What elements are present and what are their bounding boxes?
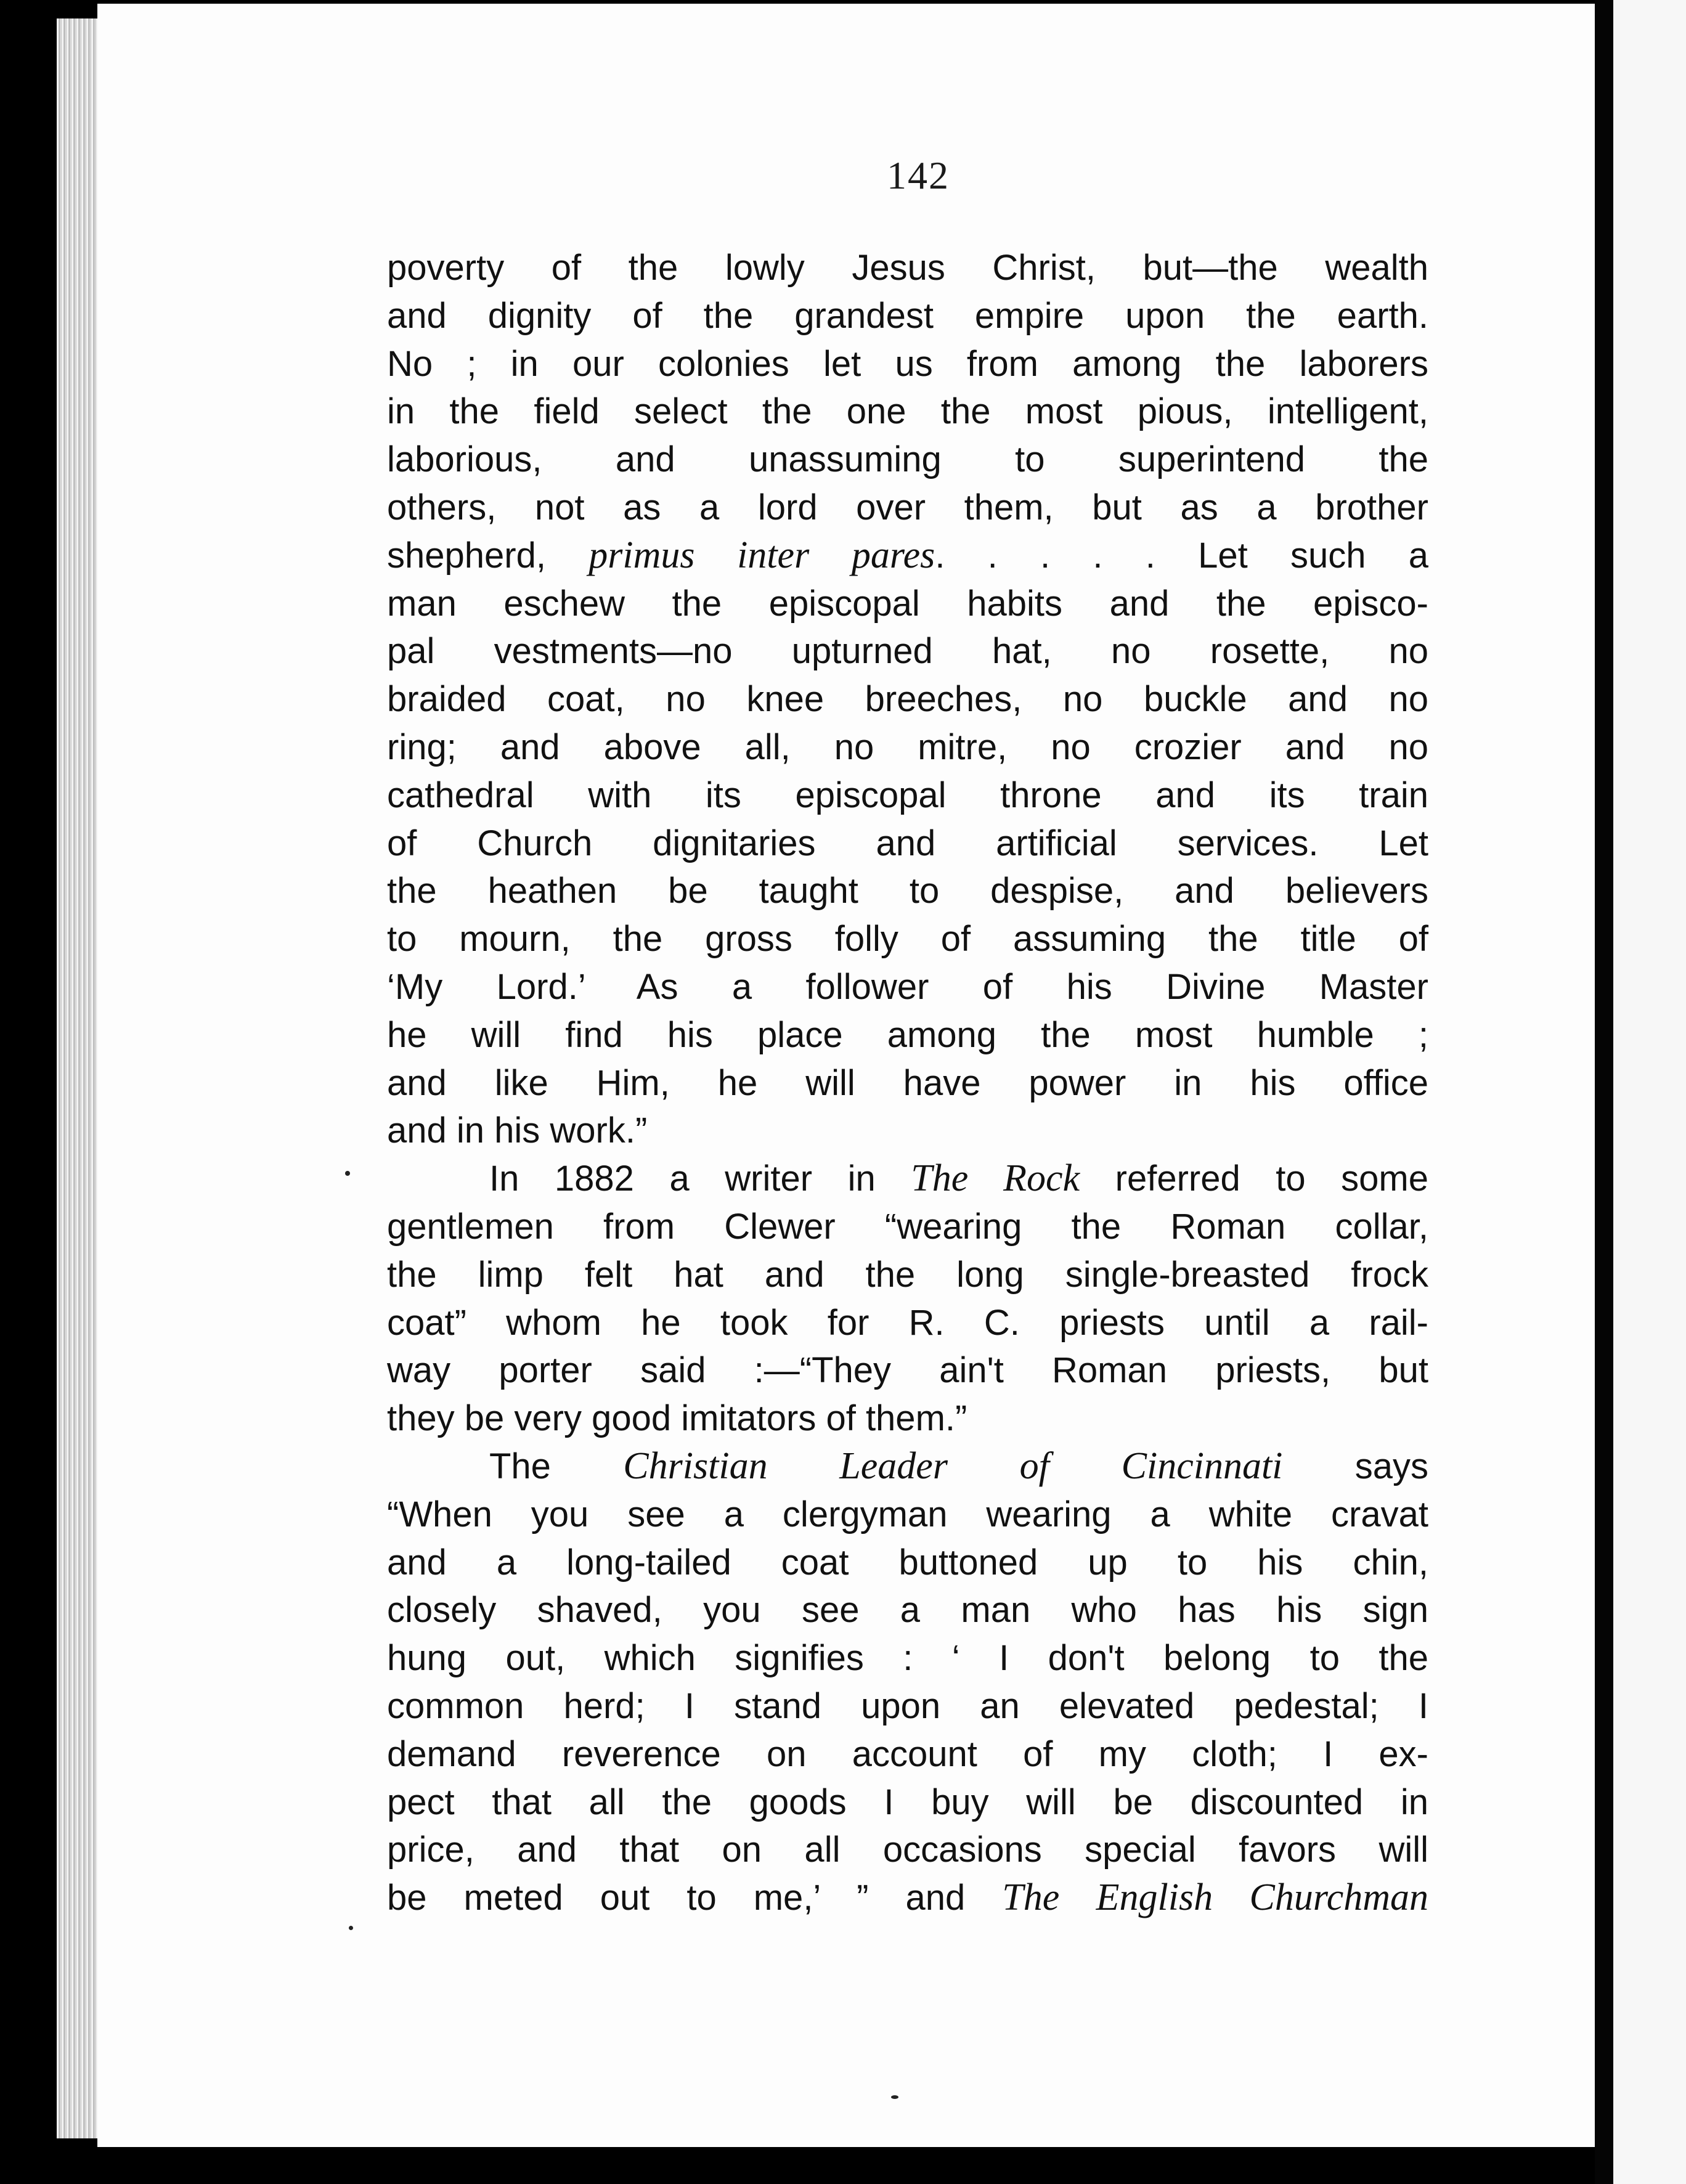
text-segment: and a long-tailed coat buttoned up to his chin, [387,1542,1428,1583]
text-segment: coat” whom he took for R. C. priests until a rail- [387,1302,1428,1343]
text-segment: The [489,1446,624,1486]
page-edges [57,18,97,2138]
text-segment: poverty of the lowly Jesus Christ, but—the wealth [387,248,1428,288]
text-segment: referred to some [1080,1159,1428,1199]
text-line [387,580,1428,628]
text-line [387,1539,1428,1587]
text-line [387,1874,1428,1922]
text-line [387,772,1428,820]
text-segment: and in his work.” [387,1110,648,1151]
text-segment: in the field select the one the most pious, intelligent, [387,391,1428,432]
facing-page-edge [1613,0,1686,2184]
text-line [387,292,1428,340]
text-line [387,244,1428,292]
text-segment: pal vestments—no upturned hat, no rosette, no [387,631,1428,672]
text-line [387,532,1428,580]
text-segment: cathedral with its episcopal throne and its train [387,775,1428,815]
italic-title: The Rock [911,1157,1080,1200]
text-line [387,915,1428,963]
page-gutter [1595,0,1613,2184]
text-line [387,436,1428,484]
text-segment: pect that all the goods I buy will be discounted in [387,1782,1428,1822]
text-segment: price, and that on all occasions special favors will [387,1830,1428,1870]
text-segment: way porter said :—“They ain't Roman priests, but [387,1350,1428,1391]
ink-speck [345,1171,350,1176]
italic-title: The English Churchman [1002,1876,1428,1919]
text-line [387,1347,1428,1395]
text-segment: braided coat, no knee breeches, no buckle and no [387,679,1428,720]
body-text [387,244,1428,1922]
text-line [387,627,1428,675]
text-line [387,1491,1428,1539]
text-segment: and like Him, he will have power in his office [387,1062,1428,1103]
italic-title: Christian Leader of Cincinnati [623,1444,1283,1487]
text-line [387,1779,1428,1827]
text-segment: be meted out to me,’ ” and [387,1878,1003,1918]
text-segment: ‘My Lord.’ As a follower of his Divine Master [387,966,1428,1007]
text-line [387,867,1428,915]
text-segment: and dignity of the grandest empire upon the earth. [387,295,1428,336]
text-segment: demand reverence on account of my cloth; I ex- [387,1734,1428,1774]
text-line [387,1586,1428,1634]
text-line [387,1155,1428,1203]
text-segment: they be very good imitators of them.” [387,1398,967,1439]
text-segment: he will find his place among the most humble ; [387,1014,1428,1055]
text-line [387,820,1428,868]
text-line [387,1682,1428,1730]
text-line [387,1203,1428,1251]
text-segment: to mourn, the gross folly of assuming the title of [387,919,1428,960]
text-segment: of Church dignitaries and artificial services. Let [387,823,1428,863]
text-line [387,1443,1428,1491]
text-segment: “When you see a clergyman wearing a white cravat [387,1494,1428,1534]
text-line [387,484,1428,532]
text-line [387,1251,1428,1299]
ink-speck [891,2095,898,2099]
page-number: 142 [887,153,950,197]
text-segment: In 1882 a writer in [489,1159,911,1199]
text-line [387,1634,1428,1682]
italic-title: primus inter pares [588,534,935,576]
text-segment: laborious, and unassuming to superintend the [387,439,1428,480]
text-line [387,963,1428,1011]
text-segment: . . . . . Let such a [935,535,1428,576]
text-segment: man eschew the episcopal habits and the episco- [387,583,1428,624]
text-line [387,1107,1428,1155]
text-line [387,1059,1428,1107]
text-segment: closely shaved, you see a man who has his sign [387,1590,1428,1631]
text-segment: hung out, which signifies : ‘ I don't belong to the [387,1638,1428,1679]
text-segment: ring; and above all, no mitre, no crozier and no [387,727,1428,767]
text-segment: gentlemen from Clewer “wearing the Roman collar, [387,1206,1428,1247]
text-line [387,723,1428,772]
text-line [387,1826,1428,1874]
text-segment: others, not as a lord over them, but as a brother [387,487,1428,528]
text-line [387,1730,1428,1779]
text-line [387,1395,1428,1443]
text-line [387,1011,1428,1059]
text-line [387,1299,1428,1347]
text-segment: the heathen be taught to despise, and believers [387,871,1428,911]
text-segment: No ; in our colonies let us from among the laborers [387,343,1428,384]
text-segment: common herd; I stand upon an elevated pedestal; I [387,1685,1428,1726]
text-segment: says [1282,1446,1429,1486]
text-segment: the limp felt hat and the long single-breasted frock [387,1254,1428,1295]
text-line [387,388,1428,436]
text-line [387,675,1428,723]
text-line [387,340,1428,388]
text-segment: shepherd, [387,535,589,576]
ink-speck [349,1926,353,1930]
